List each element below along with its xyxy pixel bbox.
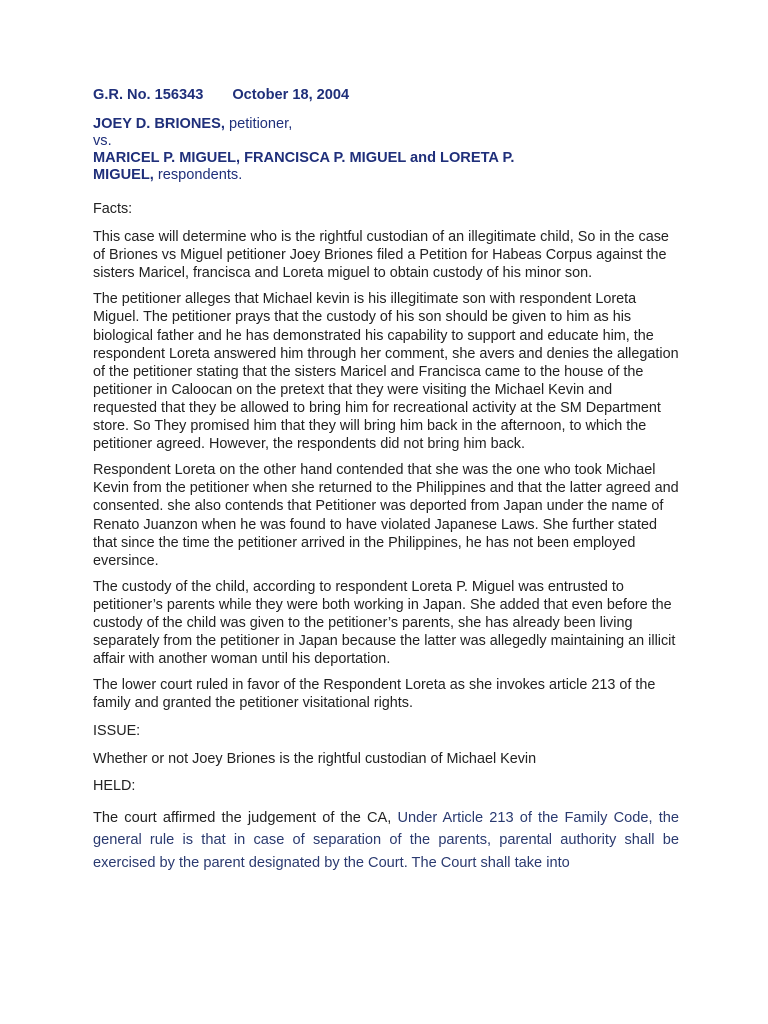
held-heading: HELD: — [93, 777, 136, 794]
case-parties — [93, 116, 679, 184]
facts-paragraph: Respondent Loreta on the other hand contended that she was the one who took Michael Kevin from the petitioner when she returned to the Philippines and that the latter agreed and consented. she also contends that Petitioner was deported from Japan under the name of Renato Juanzon when he was found to have violated Japanese Laws. She further stated that since the time the petitioner arrived in the Philippines, he has not been employed eversince. — [93, 462, 679, 569]
respondents-role: respondents. — [157, 167, 243, 183]
facts-paragraph: The custody of the child, according to respondent Loreta P. Miguel was entrusted to petitioner’s parents while they were both working in Japan. She added that even before the custody of the child was given to the petitioner’s parents, she has already been living separately from the petitioner in Japan because the latter was allegedly maintaining an illicit affair with another woman until his deportation. — [93, 578, 676, 668]
facts-paragraph: The lower court ruled in favor of the Respondent Loreta as she invokes article 213 of the family and granted the petitioner visitational rights. — [93, 677, 656, 712]
held-text — [93, 807, 679, 875]
held-text-lead: The court affirmed the judgement of the CA, — [93, 809, 398, 826]
held-text-rest: Under Article 213 of the Family Code, the general rule is that in case of separation of the parents, parental authority shall be exercised by the parent designated by the Court. The Court shall take into — [93, 809, 679, 871]
petitioner-name: JOEY D. BRIONES, — [93, 116, 225, 132]
respondents-names-line1: MARICEL P. MIGUEL, FRANCISCA P. MIGUEL and LORETA P. — [93, 150, 515, 166]
issue-heading: ISSUE: — [93, 723, 141, 740]
respondents-line2 — [93, 167, 679, 184]
issue-text: Whether or not Joey Briones is the rightful custodian of Michael Kevin — [93, 750, 537, 767]
case-header — [93, 86, 679, 104]
facts-heading: Facts: — [93, 201, 133, 217]
petitioner-line — [93, 116, 679, 133]
document-page — [93, 86, 679, 874]
facts-paragraph: This case will determine who is the rightful custodian of an illegitimate child, So in the case of Briones vs Miguel petitioner Joey Briones filed a Petition for Habeas Corpus against the sisters Maricel, francisca and Loreta miguel to obtain custody of his minor son. — [93, 229, 669, 282]
decision-date: October 18, 2004 — [232, 87, 350, 103]
petitioner-role: petitioner, — [228, 116, 293, 132]
gr-number: G.R. No. 156343 — [93, 87, 204, 103]
respondents-names-line2: MIGUEL, — [93, 167, 154, 183]
facts-paragraph: The petitioner alleges that Michael kevin is his illegitimate son with respondent Loreta Miguel. The petitioner prays that the custody of his son should be given to him as his biological father and he has demonstrated his capability to support and educate him, the respondent Loreta answered him through her comment, she avers and denies the allegation of the petitioner stating that the sisters Maricel and Francisca came to the house of the petitioner in Caloocan on the pretext that they were visiting the Michael Kevin and requested that they be allowed to bring him for recreational activity at the SM Department store. So They promised him that they will bring him back in the afternoon, to which the petitioner agreed. However, the respondents did not bring him back. — [93, 291, 679, 453]
versus-label: vs. — [93, 133, 112, 149]
